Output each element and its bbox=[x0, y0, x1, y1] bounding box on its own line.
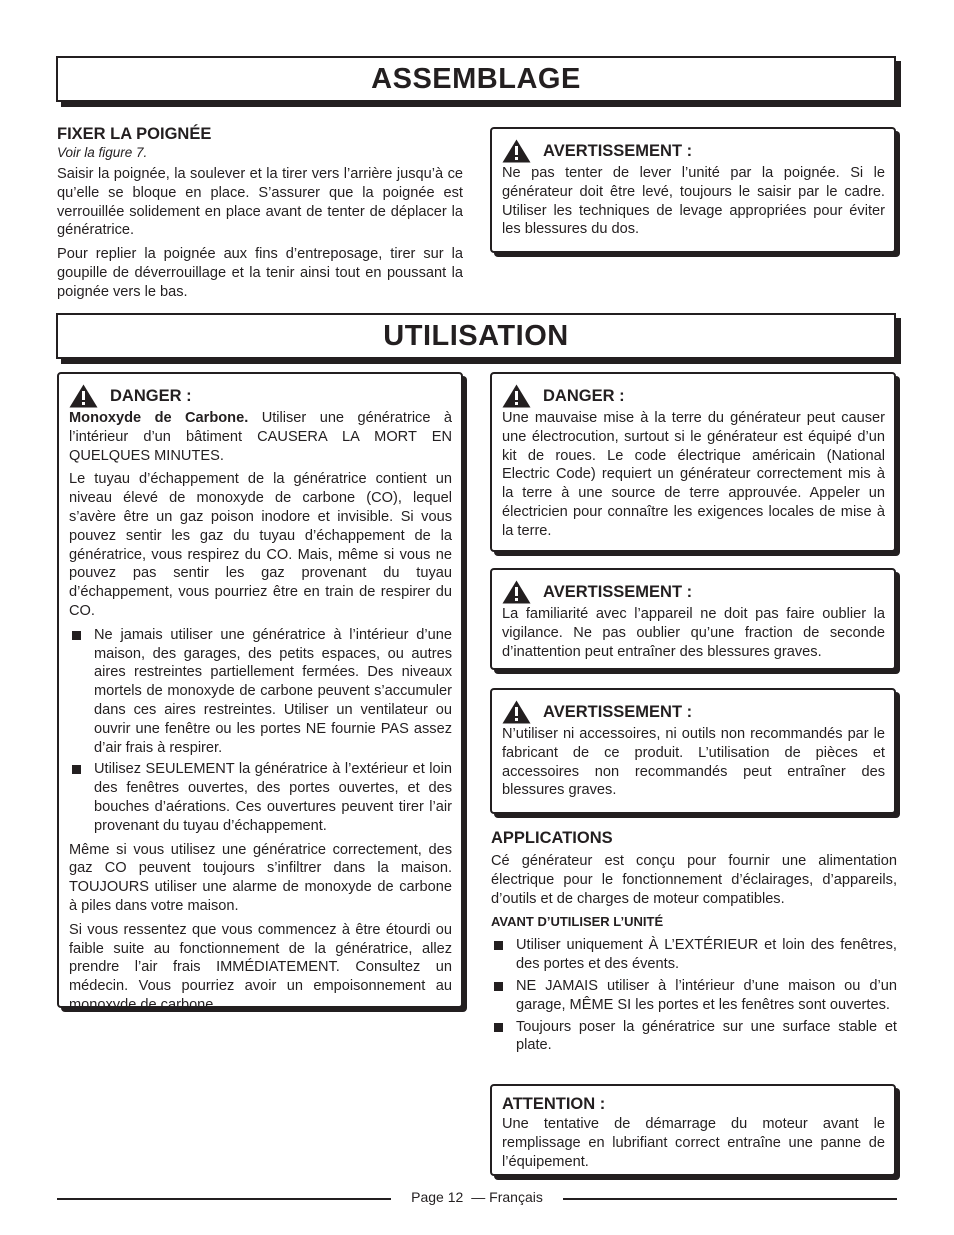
danger-paragraph: Si vous ressentez que vous commencez à être étourdi ou faible suite au fonctionnement de la génératrice, allez prendre l’air frais IMMÉDIATEMENT. Consultez un médecin. Vous pourriez avoir un empoisonnement au monoxyde de carbone. bbox=[69, 921, 452, 1013]
page-number: Page 12 bbox=[407, 1189, 467, 1205]
danger-box-carbon-monoxide bbox=[57, 372, 463, 1013]
danger-label: DANGER : bbox=[110, 387, 192, 405]
danger-lead bbox=[69, 409, 452, 465]
warning-text: Ne pas tenter de lever l’unité par la poignée. Si le générateur doit être levé, toujours le saisir par le cadre. Utiliser les techniques de levage appropriées pour éviter les blessures du dos. bbox=[502, 165, 885, 238]
fixer-section bbox=[57, 124, 463, 307]
warning-triangle-icon bbox=[69, 384, 98, 408]
fixer-paragraph-2: Pour replier la poignée aux fins d’entreposage, tirer sur la goupille de déverrouillage et la tenir ainsi tout en poussant la poignée vers le bas. bbox=[57, 246, 463, 300]
warning-triangle-icon bbox=[502, 139, 531, 163]
footer bbox=[0, 1189, 954, 1205]
applications-subtitle: AVANT D’UTILISER L’UNITÉ bbox=[491, 914, 664, 930]
section-banner-assemblage: ASSEMBLAGE bbox=[56, 56, 896, 102]
warning-triangle-icon bbox=[502, 700, 531, 724]
section-banner-utilisation: UTILISATION bbox=[56, 313, 896, 359]
warning-label: AVERTISSEMENT : bbox=[543, 703, 693, 721]
warning-triangle-icon bbox=[502, 580, 531, 604]
danger-bullet-list bbox=[69, 626, 452, 836]
applications-text: Cé générateur est conçu pour fournir une alimentation électrique pour le fonctionnement d’éclairages, d’appareils, d’outils et de charges de moteur compatibles. bbox=[491, 853, 897, 907]
danger-label: DANGER : bbox=[543, 387, 625, 405]
footer-language: — Français bbox=[467, 1189, 547, 1205]
danger-paragraph: Même si vous utilisez une génératrice correctement, des gaz CO peuvent toujours s’infiltrer dans la maison. TOUJOURS utiliser une alarme de monoxyde de carbone à piles dans votre maison. bbox=[69, 841, 452, 914]
warning-triangle-icon bbox=[502, 384, 531, 408]
danger-paragraph: Le tuyau d’échappement de la génératrice contient un niveau élevé de monoxyde de carbone (CO), lequel s’avère être un gaz poison inodore et invisible. Si vous pouvez sentir les gaz du tuyau d’échappement de la génératrice, vous respirez du CO. Mais, même si vous ne pouvez pas sentir les gaz provenant du tuyau d’échappement, vous pourriez être en train de respirer du CO. bbox=[69, 471, 452, 619]
danger-lead-bold: Monoxyde de Carbone. bbox=[69, 410, 249, 426]
fixer-title: FIXER LA POIGNÉE bbox=[57, 125, 212, 143]
warning-box-familiarity bbox=[490, 568, 896, 670]
applications-bullet-list bbox=[491, 936, 897, 1055]
warning-box-accessories bbox=[490, 688, 896, 814]
warning-box-lifting bbox=[490, 127, 896, 253]
warning-text: La familiarité avec l’appareil ne doit pas faire oublier la vigilance. Ne pas oublier qu’une fraction de seconde d’inattention peut entraîner des blessures graves. bbox=[502, 606, 885, 660]
attention-text: Une tentative de démarrage du moteur avant le remplissage en lubrifiant correct entraîne une panne de l’équipement. bbox=[502, 1116, 885, 1170]
applications-bullet: Utiliser uniquement À L’EXTÉRIEUR et loin des fenêtres, des portes et des évents. bbox=[491, 936, 897, 974]
applications-bullet: NE JAMAIS utiliser à l’intérieur d’une maison ou d’un garage, MÊME SI les portes et les fenêtres sont ouvertes. bbox=[491, 977, 897, 1015]
danger-box-grounding bbox=[490, 372, 896, 552]
danger-lead-text: Utiliser une génératrice à l’intérieur d’un bâtiment CAUSERA LA MORT EN QUELQUES MINUTES. bbox=[69, 410, 452, 464]
attention-label: ATTENTION : bbox=[502, 1095, 606, 1113]
fixer-paragraph-1: Saisir la poignée, la soulever et la tirer vers l’arrière jusqu’à ce qu’elle se bloque en place. S’assurer que la poignée est verrouillée solidement en place avant de tenter de déplacer la génératrice. bbox=[57, 166, 463, 239]
danger-bullet: Ne jamais utiliser une génératrice à l’intérieur d’une maison, des garages, des petits espaces, ou autres aires restreintes partiellement fermées. Des niveaux mortels de monoxyde de carbone peuvent s’accumuler dans ces aires restreintes. Utiliser un ventilateur ou ouvrir une fenêtre ou les portes NE fournie PAS assez d’air frais à respirer. bbox=[69, 626, 452, 758]
applications-section bbox=[491, 828, 897, 1060]
applications-bullet: Toujours poser la génératrice sur une surface stable et plate. bbox=[491, 1018, 897, 1056]
applications-title: APPLICATIONS bbox=[491, 829, 613, 847]
warning-text: N’utiliser ni accessoires, ni outils non recommandés par le fabricant de ce produit. L’utilisation de pièces et accessoires non recommandés peut entraîner des blessures graves. bbox=[502, 726, 885, 799]
attention-box bbox=[490, 1084, 896, 1176]
danger-text: Une mauvaise mise à la terre du générateur peut causer une électrocution, surtout si le générateur est équipé d’un kit de roues. Le code électrique américain (National Electric Code) requiert un générateur correctement mis à la terre à une source de terre approuvée. Appeler un électricien pour connaître les exigences locales de mise à la terre. bbox=[502, 410, 885, 539]
warning-label: AVERTISSEMENT : bbox=[543, 142, 693, 160]
danger-bullet: Utilisez SEULEMENT la génératrice à l’extérieur et loin des fenêtres ouvertes, des portes ouvertes, et des bouches d’aérations. Ces ouvertures peuvent tirer l’air provenant du tuyau d’échappement. bbox=[69, 760, 452, 835]
warning-label: AVERTISSEMENT : bbox=[543, 583, 693, 601]
figure-reference: Voir la figure 7. bbox=[57, 145, 148, 160]
